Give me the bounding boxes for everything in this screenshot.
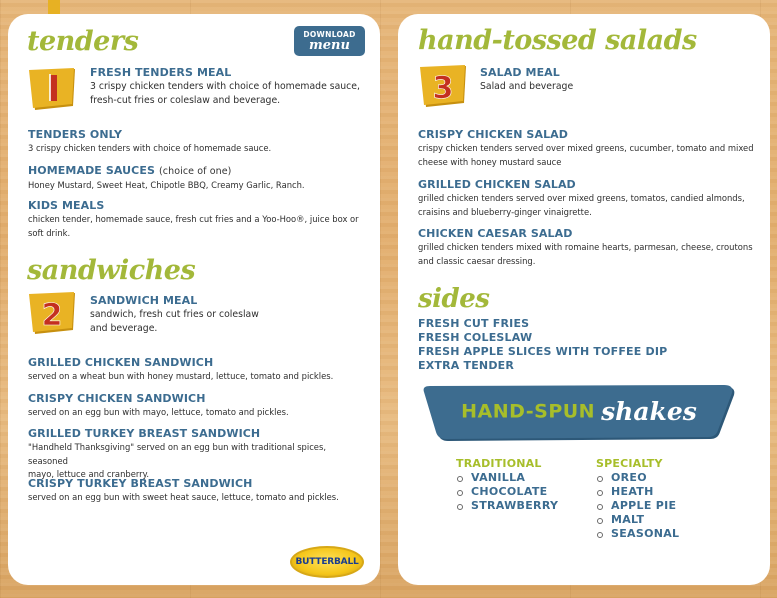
left-menu-card xyxy=(8,14,380,585)
column-title: TRADITIONAL xyxy=(456,457,542,470)
meal-title: FRESH TENDERS MEAL xyxy=(90,66,232,79)
download-menu-button[interactable] xyxy=(294,26,365,56)
menu-item-kids-meals xyxy=(28,199,364,240)
section-title-tenders: tenders xyxy=(27,26,139,57)
menu-label: menu xyxy=(309,38,350,53)
item-desc-line: grilled chicken tenders served over mixed greens, tomatos, candied almonds, xyxy=(418,193,745,203)
shake-flavor: CHOCOLATE xyxy=(456,485,558,499)
salad-meal xyxy=(480,66,756,94)
menu-item-crispy-turkey-breast-sandwich xyxy=(28,477,364,505)
item-desc-line: chicken tender, homemade sauce, fresh cut fries and a Yoo-Hoo®, juice box or xyxy=(28,214,359,224)
item-title: TENDERS ONLY xyxy=(28,128,123,141)
meal-desc: Salad and beverage xyxy=(480,81,574,92)
menu-item-crispy-chicken-sandwich xyxy=(28,392,364,420)
shake-flavor: VANILLA xyxy=(456,471,558,485)
item-desc-line: cheese with honey mustard sauce xyxy=(418,156,562,167)
shakes-traditional xyxy=(456,457,558,513)
item-title-suffix: (choice of one) xyxy=(158,166,232,177)
hand-spun-shakes-banner xyxy=(420,384,738,444)
item-desc-line: craisins and blueberry-ginger vinaigrette. xyxy=(418,206,592,217)
item-title-text: HOMEMADE SAUCES xyxy=(28,164,155,177)
item-title: CRISPY CHICKEN SALAD xyxy=(418,128,569,141)
section-title-salads: hand-tossed salads xyxy=(418,25,697,56)
menu-item-homemade-sauces xyxy=(28,164,364,193)
menu-item-grilled-turkey-breast-sandwich xyxy=(28,427,364,482)
item-desc: served on an egg bun with mayo, lettuce, tomato and pickles. xyxy=(28,407,289,417)
column-title: SPECIALTY xyxy=(596,457,663,470)
meal-desc-line: sandwich, fresh cut fries or coleslaw xyxy=(90,309,259,320)
meal-number-3-badge-icon xyxy=(418,63,470,109)
shake-flavor: OREO xyxy=(596,471,679,485)
banner-text xyxy=(420,397,738,426)
item-desc-line: grilled chicken tenders mixed with romaine hearts, parmesan, cheese, croutons xyxy=(418,242,753,252)
item-desc-line: soft drink. xyxy=(28,227,71,238)
item-desc-line: and classic caesar dressing. xyxy=(418,255,536,266)
item-desc: 3 crispy chicken tenders with choice of homemade sauce. xyxy=(28,143,272,153)
item-desc-line: "Handheld Thanksgiving" served on an egg bun with traditional spices, seasoned xyxy=(28,442,326,466)
item-title xyxy=(28,164,364,179)
meal-desc-line: 3 crispy chicken tenders with choice of homemade sauce, xyxy=(90,81,360,92)
side-item: EXTRA TENDER xyxy=(418,359,515,372)
meal-number-1-badge-icon xyxy=(27,66,79,112)
sides-list xyxy=(418,317,667,373)
shake-flavor: SEASONAL xyxy=(596,527,679,541)
section-title-sandwiches: sandwiches xyxy=(27,255,196,286)
shake-flavor: APPLE PIE xyxy=(596,499,679,513)
banner-script-text: shakes xyxy=(601,397,697,426)
section-title-sides: sides xyxy=(418,284,490,314)
svg-text:3: 3 xyxy=(432,71,454,106)
right-menu-card xyxy=(398,14,770,585)
meal-title: SANDWICH MEAL xyxy=(90,294,198,307)
item-title: KIDS MEALS xyxy=(28,199,105,212)
download-label: DOWNLOAD xyxy=(303,30,356,39)
item-desc: Honey Mustard, Sweet Heat, Chipotle BBQ, Creamy Garlic, Ranch. xyxy=(28,180,305,190)
meal-title: SALAD MEAL xyxy=(480,66,560,79)
side-item: FRESH APPLE SLICES WITH TOFFEE DIP xyxy=(418,345,668,358)
menu-item-chicken-caesar-salad xyxy=(418,227,754,268)
item-title: GRILLED TURKEY BREAST SANDWICH xyxy=(28,427,261,440)
meal-desc-line: and beverage. xyxy=(90,323,158,334)
side-item: FRESH COLESLAW xyxy=(418,331,533,344)
shake-flavor: HEATH xyxy=(596,485,679,499)
menu-item-grilled-chicken-salad xyxy=(418,178,754,219)
svg-text:2: 2 xyxy=(41,298,63,333)
item-desc-line: mayo, lettuce and cranberry. xyxy=(28,469,150,479)
meal-number-2-badge-icon xyxy=(27,290,79,336)
shakes-specialty xyxy=(596,457,679,541)
shake-flavor: MALT xyxy=(596,513,679,527)
shake-flavor: STRAWBERRY xyxy=(456,499,558,513)
butterball-logo: BUTTERBALL xyxy=(290,546,364,578)
side-item: FRESH CUT FRIES xyxy=(418,317,530,330)
item-title: CRISPY CHICKEN SANDWICH xyxy=(28,392,206,405)
wood-tab-decoration xyxy=(48,0,60,14)
item-title: GRILLED CHICKEN SALAD xyxy=(418,178,576,191)
item-desc-line: crispy chicken tenders served over mixed greens, cucumber, tomato and mixed xyxy=(418,143,754,153)
item-desc: served on an egg bun with sweet heat sauce, lettuce, tomato and pickles. xyxy=(28,492,339,502)
item-title: GRILLED CHICKEN SANDWICH xyxy=(28,356,214,369)
fresh-tenders-meal xyxy=(90,66,366,108)
meal-desc-line: fresh-cut fries or coleslaw and beverage. xyxy=(90,95,281,106)
banner-bold-text: HAND-SPUN xyxy=(461,400,596,423)
menu-item-tenders-only xyxy=(28,128,364,156)
sandwich-meal xyxy=(90,294,366,336)
menu-item-crispy-chicken-salad xyxy=(418,128,754,169)
menu-item-grilled-chicken-sandwich xyxy=(28,356,364,384)
item-title: CRISPY TURKEY BREAST SANDWICH xyxy=(28,477,253,490)
item-title: CHICKEN CAESAR SALAD xyxy=(418,227,573,240)
item-desc: served on a wheat bun with honey mustard, lettuce, tomato and pickles. xyxy=(28,371,334,381)
